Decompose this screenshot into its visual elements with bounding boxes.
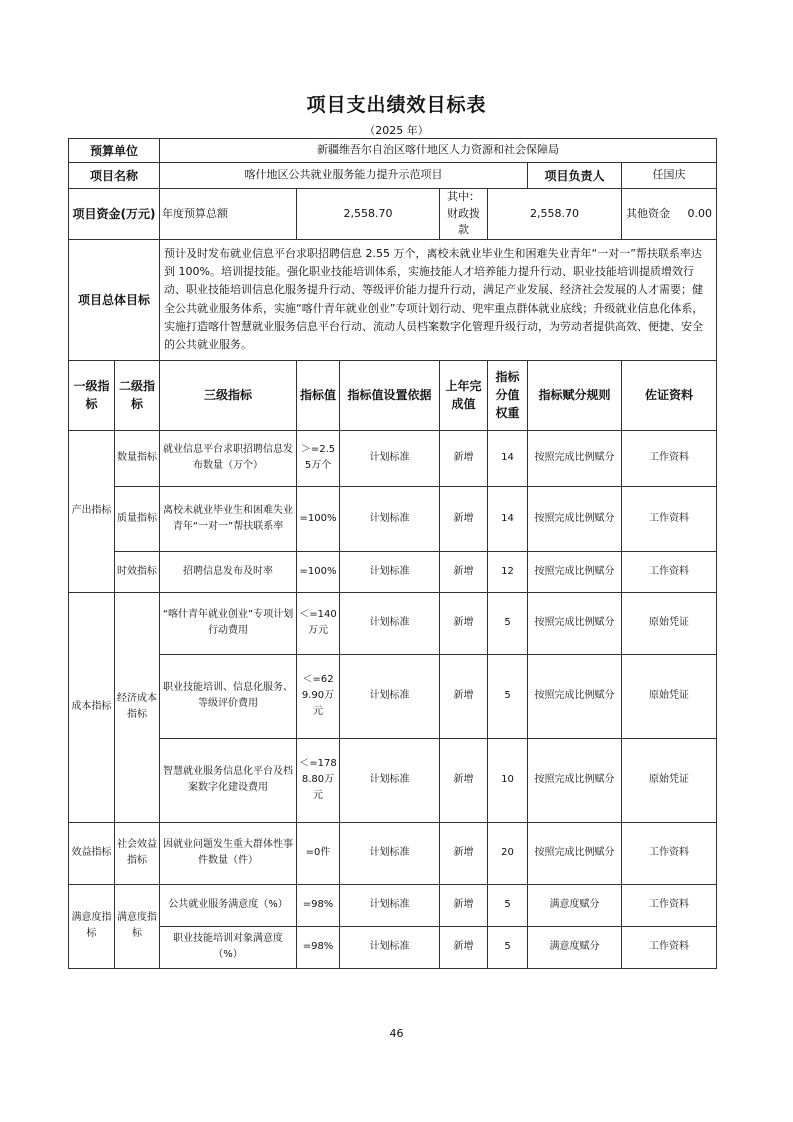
row-name: 职业技能培训对象满意度（%） (160, 926, 297, 968)
header-weight: 指标分值权重 (488, 360, 528, 430)
row-value: =100% (297, 551, 340, 592)
row-evidence: 工作资料 (622, 551, 717, 592)
group-satisfaction: 满意度指标 (69, 884, 115, 968)
group-timeliness: 时效指标 (115, 551, 160, 592)
row-last: 新增 (440, 592, 488, 654)
row-basis: 计划标准 (340, 926, 440, 968)
project-leader-label: 项目负责人 (528, 163, 622, 189)
performance-table (68, 138, 717, 969)
group-output: 产出指标 (69, 430, 115, 592)
fiscal-label: 其中：财政拨款 (440, 189, 488, 240)
row-name: 职业技能培训、信息化服务、等级评价费用 (160, 654, 297, 738)
table-row (69, 551, 717, 592)
row-weight: 5 (488, 884, 528, 926)
row-last: 新增 (440, 822, 488, 884)
row-value: =0件 (297, 822, 340, 884)
fiscal-value: 2,558.70 (488, 189, 622, 240)
group-satisfaction-sub: 满意度指标 (115, 884, 160, 968)
group-quantity: 数量指标 (115, 430, 160, 486)
row-evidence: 工作资料 (622, 486, 717, 551)
overall-goal-text: 预计及时发布就业信息平台求职招聘信息 2.55 万个，离校未就业毕业生和困难失业青年“一对一”帮扶联系率达到 100%。培训提技能。强化职业技能培训体系，实施技能人才培养能力提升行动、职业技能培训提质增效行动、职业技能培训信息化服务提升行动、等级评价能力提升行动，满足产业发展、经济社会发展的人才需要；健全公共就业服务体系，实施“喀什青年就业创业”专项计划行动、兜牢重点群体就业底线；升级就业信息化体系，实施打造喀什智慧就业服务信息平台行动、流动人员档案数字化管理升级行动，为劳动者提供高效、便捷、安全的公共就业服务。 (160, 239, 717, 360)
annual-budget-label: 年度预算总额 (160, 189, 297, 240)
overall-goal-label: 项目总体目标 (69, 239, 160, 360)
overall-goal-row (69, 239, 717, 360)
row-last: 新增 (440, 738, 488, 822)
row-rule: 按照完成比例赋分 (528, 486, 622, 551)
row-evidence: 工作资料 (622, 822, 717, 884)
table-row (69, 822, 717, 884)
row-last: 新增 (440, 654, 488, 738)
row-weight: 5 (488, 592, 528, 654)
header-level2: 二级指标 (115, 360, 160, 430)
table-row (69, 654, 717, 738)
project-leader-value: 任国庆 (622, 163, 717, 189)
row-value: =100% (297, 486, 340, 551)
indicator-header-row (69, 360, 717, 430)
table-row (69, 926, 717, 968)
group-social-benefit: 社会效益指标 (115, 822, 160, 884)
row-weight: 14 (488, 486, 528, 551)
row-basis: 计划标准 (340, 551, 440, 592)
header-rule: 指标赋分规则 (528, 360, 622, 430)
row-evidence: 工作资料 (622, 884, 717, 926)
row-weight: 5 (488, 926, 528, 968)
other-fund-value: 0.00 (687, 206, 713, 220)
row-last: 新增 (440, 926, 488, 968)
row-rule: 满意度赋分 (528, 884, 622, 926)
row-name: 离校未就业毕业生和困难失业青年“一对一”帮扶联系率 (160, 486, 297, 551)
row-name: 公共就业服务满意度（%） (160, 884, 297, 926)
row-evidence: 工作资料 (622, 926, 717, 968)
row-evidence: 原始凭证 (622, 738, 717, 822)
annual-budget-value: 2,558.70 (297, 189, 440, 240)
row-value: ＜=629.90万元 (297, 654, 340, 738)
budget-unit-row (69, 139, 717, 163)
header-level3: 三级指标 (160, 360, 297, 430)
header-level1: 一级指标 (69, 360, 115, 430)
row-name: 就业信息平台求职招聘信息发布数量（万个） (160, 430, 297, 486)
project-name-label: 项目名称 (69, 163, 160, 189)
row-evidence: 工作资料 (622, 430, 717, 486)
row-value: =98% (297, 926, 340, 968)
row-evidence: 原始凭证 (622, 654, 717, 738)
budget-unit-value: 新疆维吾尔自治区喀什地区人力资源和社会保障局 (160, 139, 717, 163)
row-value: ＜=140万元 (297, 592, 340, 654)
header-last-year: 上年完成值 (440, 360, 488, 430)
header-value: 指标值 (297, 360, 340, 430)
header-evidence: 佐证资料 (622, 360, 717, 430)
table-row (69, 430, 717, 486)
row-basis: 计划标准 (340, 486, 440, 551)
project-name-row (69, 163, 717, 189)
row-rule: 按照完成比例赋分 (528, 654, 622, 738)
row-rule: 按照完成比例赋分 (528, 551, 622, 592)
row-value: ＜=1788.80万元 (297, 738, 340, 822)
row-weight: 5 (488, 654, 528, 738)
row-name: “喀什青年就业创业”专项计划行动费用 (160, 592, 297, 654)
table-row (69, 486, 717, 551)
row-value: =98% (297, 884, 340, 926)
group-quality: 质量指标 (115, 486, 160, 551)
row-rule: 满意度赋分 (528, 926, 622, 968)
budget-unit-label: 预算单位 (69, 139, 160, 163)
page-title: 项目支出绩效目标表 (306, 94, 487, 116)
row-rule: 按照完成比例赋分 (528, 592, 622, 654)
row-weight: 12 (488, 551, 528, 592)
page-number: 46 (389, 1027, 404, 1040)
row-rule: 按照完成比例赋分 (528, 738, 622, 822)
project-name-value: 喀什地区公共就业服务能力提升示范项目 (160, 163, 528, 189)
table-row (69, 738, 717, 822)
row-evidence: 原始凭证 (622, 592, 717, 654)
group-cost: 成本指标 (69, 592, 115, 822)
row-value: ＞=2.55万个 (297, 430, 340, 486)
other-fund-label (622, 189, 717, 240)
row-basis: 计划标准 (340, 430, 440, 486)
row-basis: 计划标准 (340, 822, 440, 884)
table-row (69, 884, 717, 926)
project-fund-row (69, 189, 717, 240)
group-economic-cost: 经济成本指标 (115, 592, 160, 822)
row-basis: 计划标准 (340, 654, 440, 738)
row-last: 新增 (440, 486, 488, 551)
row-name: 因就业问题发生重大群体性事件数量（件） (160, 822, 297, 884)
row-basis: 计划标准 (340, 738, 440, 822)
row-basis: 计划标准 (340, 592, 440, 654)
row-weight: 20 (488, 822, 528, 884)
year-label: （2025 年） (364, 124, 429, 137)
header-basis: 指标值设置依据 (340, 360, 440, 430)
row-rule: 按照完成比例赋分 (528, 430, 622, 486)
row-name: 招聘信息发布及时率 (160, 551, 297, 592)
row-last: 新增 (440, 551, 488, 592)
row-last: 新增 (440, 430, 488, 486)
row-name: 智慧就业服务信息化平台及档案数字化建设费用 (160, 738, 297, 822)
row-last: 新增 (440, 884, 488, 926)
row-weight: 14 (488, 430, 528, 486)
row-weight: 10 (488, 738, 528, 822)
other-fund-label-text: 其他资金 (626, 206, 671, 220)
row-basis: 计划标准 (340, 884, 440, 926)
group-benefit: 效益指标 (69, 822, 115, 884)
project-fund-label: 项目资金(万元) (69, 189, 160, 240)
table-row (69, 592, 717, 654)
row-rule: 按照完成比例赋分 (528, 822, 622, 884)
